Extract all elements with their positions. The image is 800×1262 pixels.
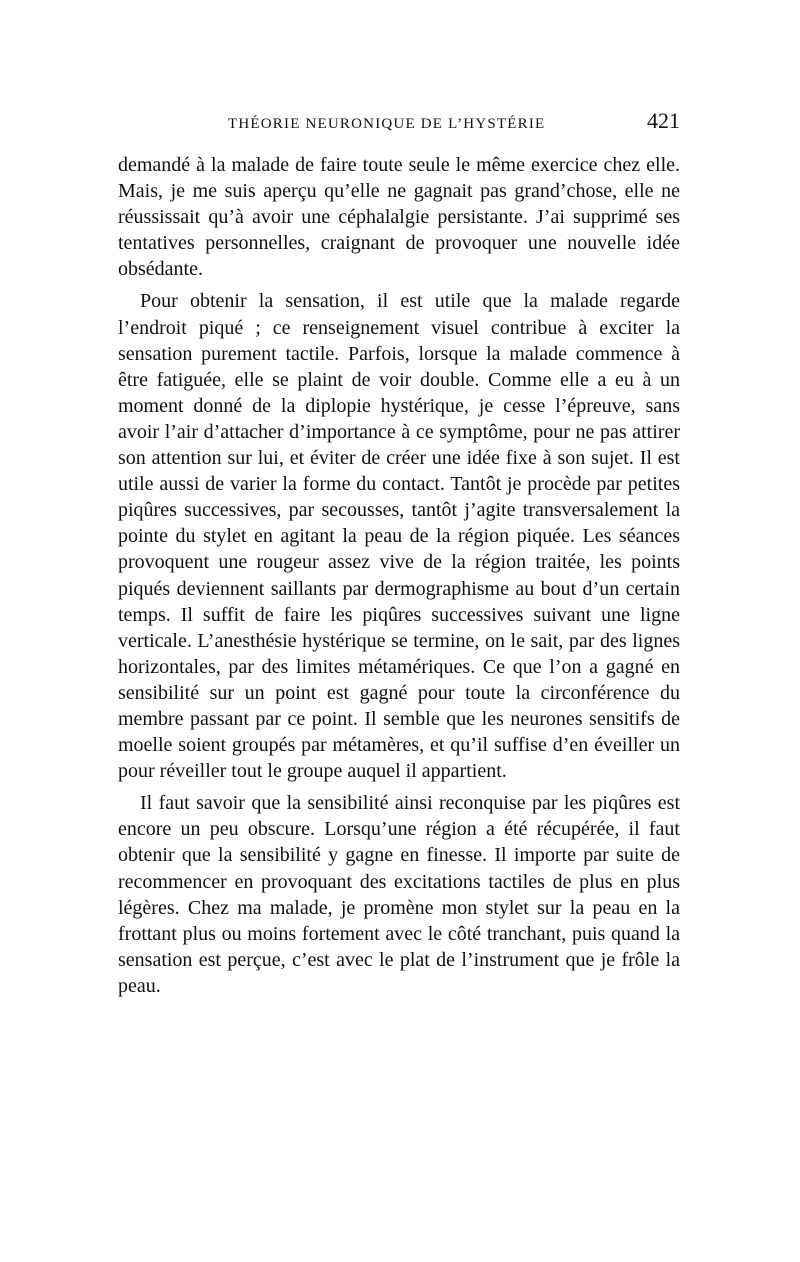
running-head [118,108,680,138]
paragraph-continued: demandé à la malade de faire toute seule le même exercice chez elle. Mais, je me suis aperçu qu’elle ne gagnait pas grand’chose, elle ne réussissait qu’à avoir une céphalalgie persistante. J’ai supprimé ses tentatives personnelles, craignant de provoquer une nouvelle idée obsédante. [118,154,680,281]
running-title: THÉORIE NEURONIQUE DE L’HYSTÉRIE [228,116,546,132]
paragraph-sensibility: Il faut savoir que la sensibilité ainsi reconquise par les piqûres est encore un peu obscure. Lorsqu’une région a été récupérée, il faut obtenir que la sensibilité y gagne en finesse. Il importe par suite de recommencer en provoquant des excitations tactiles de plus en plus légères. Chez ma malade, je promène mon stylet sur la peau en la frottant plus ou moins fortement avec le côté tranchant, puis quand la sensation est perçue, c’est avec le plat de l’instrument que je frôle la peau. [118,792,680,997]
body-text [118,152,680,999]
page-number: 421 [647,108,680,133]
paragraph-sensation: Pour obtenir la sensation, il est utile que la malade regarde l’endroit piqué ; ce renseignement visuel contribue à exciter la sensation purement tactile. Parfois, lorsque la malade commence à être fatiguée, elle se plaint de voir double. Comme elle a eu à un moment donné de la diplopie hystérique, je cesse l’épreuve, sans avoir l’air d’attacher d’importance à ce symptôme, pour ne pas attirer son attention sur lui, et éviter de créer une idée fixe à son sujet. Il est utile aussi de varier la forme du contact. Tantôt je procède par petites piqûres successives, par secousses, tantôt j’agite transversalement la pointe du stylet en agitant la peau de la région piquée. Les séances provoquent une rougeur assez vive de la région traitée, les points piqués deviennent saillants par dermographisme au bout d’un certain temps. Il suffit de faire les piqûres successives suivant une ligne verticale. L’anesthésie hystérique se termine, on le sait, par des lignes horizontales, par des limites métamériques. Ce que l’on a gagné en sensibilité sur un point est gagné pour toute la circonférence du membre passant par ce point. Il semble que les neurones sensitifs de moelle soient groupés par métamères, et qu’il suffise d’en éveiller un pour réveiller tout le groupe auquel il appartient. [118,290,680,783]
